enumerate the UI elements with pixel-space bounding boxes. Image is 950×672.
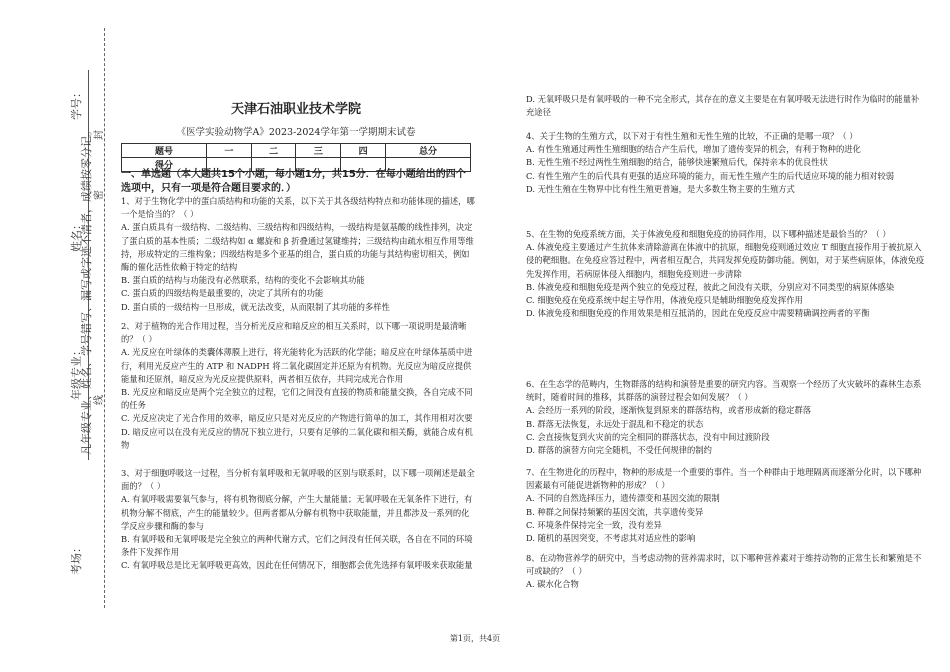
question-7 [526, 466, 926, 545]
question-2 [121, 320, 477, 452]
question-option: C. 有氧呼吸总是比无氧呼吸更高效，因此在任何情况下，细胞都会优先选择有氧呼吸来获取能量 [121, 560, 473, 571]
question-option: C. 光反应决定了光合作用的效率，暗反应只是对光反应的产物进行简单的加工，其作用相对次要 [121, 413, 473, 424]
question-option: B. 体液免疫和细胞免疫是两个独立的免疫过程，彼此之间没有关联，分别应对不同类型的病原体感染 [526, 281, 895, 292]
name-label: 姓名： [70, 219, 83, 252]
question-option: D. 暗反应可以在没有光反应的情况下独立进行，只要有足够的二氧化碳和相关酶，就能合成有机物 [121, 426, 473, 450]
question-stem: 8、在动物营养学的研究中，当考虑动物的营养需求时，以下哪种营养素对于维持动物的正常生长和繁殖是不可或缺的？（ ） [526, 553, 922, 577]
score-cell: 三 [296, 144, 341, 158]
question-option: B. 无性生殖不经过两性生殖细胞的结合，能够快速繁殖后代，保持亲本的优良性状 [526, 157, 828, 168]
question-option: A. 不同的自然选择压力，遗传漂变和基因交流的限制 [526, 493, 720, 504]
question-3 [121, 467, 477, 573]
question-option: C. 环境条件保持完全一致，没有差异 [526, 519, 662, 530]
question-option: B. 群落无法恢复，永远处于混乱和不稳定的状态 [526, 418, 704, 429]
question-option: D. 无氧呼吸只是有氧呼吸的一种不完全形式，其存在的意义主要是在有氧呼吸无法进行时作为临时的能量补充途径 [526, 94, 920, 118]
seal-mark-middle: 封 [94, 130, 105, 140]
question-6 [526, 378, 926, 457]
question-3-continued [526, 93, 926, 119]
section-heading: 一、单选题（本大题共15个小题，每小题1分，共15分．在每小题给出的四个选项中，只有一项是符合题目要求的．） [121, 169, 466, 194]
page-footer: 第1页，共4页 [449, 634, 501, 643]
question-stem: 5、在生物的免疫系统方面，关于体液免疫和细胞免疫的协同作用，以下哪种描述是最恰当的？（ ） [526, 229, 891, 239]
student-id-label: 学号： [70, 87, 83, 120]
question-option: D. 随机的基因突变，不考虑其对适应性的影响 [526, 533, 696, 544]
question-option: C. 会直接恢复到火灾前的完全相同的群落状态，没有中间过渡阶段 [526, 431, 770, 442]
question-option: B. 光反应和暗反应是两个完全独立的过程，它们之间没有直接的物质和能量交换，各自完成不同的任务 [121, 387, 473, 411]
question-option: D. 蛋白质的一级结构一旦形成，就无法改变，从而限制了其功能的多样性 [121, 301, 390, 312]
room-label: 考场： [70, 542, 83, 575]
question-option: B. 种群之间保持频繁的基因交流，共享遗传变异 [526, 506, 704, 517]
question-stem: 1、对于生物化学中的蛋白质结构和功能的关系，以下关于其各级结构特点和功能体现的描述，哪一个是恰当的？（ ） [121, 196, 475, 220]
question-option: B. 蛋白质的结构与功能没有必然联系，结构的变化不会影响其功能 [121, 275, 365, 286]
question-stem: 4、关于生物的生殖方式，以下对于有性生殖和无性生殖的比较，不正确的是哪一项？（ ） [526, 131, 858, 141]
question-option: C. 蛋白质的四级结构是最重要的，决定了其所有的功能 [121, 288, 324, 299]
score-cell: 一 [206, 144, 251, 158]
seal-line [104, 28, 105, 608]
question-stem: 6、在生态学的范畴内，生物群落的结构和演替是重要的研究内容。当观察一个经历了火灾破坏的森林生态系统时，随着时间的推移，其群落的演替过程会如何发展？（ ） [526, 379, 922, 403]
school-title: 天津石油职业技术学院 [230, 102, 361, 117]
score-cell: 四 [341, 144, 386, 158]
score-cell: 二 [251, 144, 296, 158]
question-option: A. 有性生殖通过两性生殖细胞的结合产生后代，增加了遗传变异的机会，有利于物种的进化 [526, 144, 861, 155]
question-option: A. 光反应在叶绿体的类囊体薄膜上进行，将光能转化为活跃的化学能；暗反应在叶绿体基质中进行，利用光反应产生的 ATP 和 NADPH 将二氧化碳固定并还原为有机物。光反应为暗反应提供能量和还原剂，暗反应为光反应提供原料，两者相互依存，共同完成光合作用 [121, 347, 473, 384]
score-cell: 题号 [122, 144, 207, 158]
question-option: A. 蛋白质具有一级结构、二级结构、三级结构和四级结构，一级结构是氨基酸的线性排列，决定了蛋白质的基本性质；二级结构如 α 螺旋和 β 折叠通过氢键维持；三级结构由疏水相互作用等维持，形成特定的三维构象；四级结构是多个亚基的组合，蛋白质的功能与其结构密切相关，例如酶的催化活性依赖于特定的结构 [121, 222, 474, 273]
question-option: A. 有氧呼吸需要氧气参与，将有机物彻底分解，产生大量能量；无氧呼吸在无氧条件下进行，有机物分解不彻底，产生的能量较少。但两者都从分解有机物中获取能量，并且都涉及一系列的化学反应步骤和酶的参与 [121, 494, 473, 531]
question-stem: 3、对于细胞呼吸这一过程，当分析有氧呼吸和无氧呼吸的区别与联系时，以下哪一项阐述是最全面的？（ ） [121, 468, 475, 492]
score-cell: 总分 [385, 144, 470, 158]
question-option: A. 会经历一系列的阶段，逐渐恢复到原来的群落结构，或者形成新的稳定群落 [526, 405, 812, 416]
question-option: C. 有性生殖产生的后代具有更强的适应环境的能力，而无性生殖产生的后代适应环境的能力相对较弱 [526, 170, 895, 181]
question-4 [526, 130, 926, 196]
question-option: C. 细胞免疫在免疫系统中起主导作用，体液免疫只是辅助细胞免疫发挥作用 [526, 295, 803, 306]
question-option: D. 无性生殖在生物界中比有性生殖更普遍，是大多数生物主要的生殖方式 [526, 183, 795, 194]
seal-mark-bottom: 线 [94, 395, 105, 405]
question-5 [526, 228, 926, 320]
question-8 [526, 552, 926, 592]
binding-margin [0, 0, 108, 672]
seal-mark-top: 密 [94, 190, 105, 200]
question-stem: 2、对于植物的光合作用过程，当分析光反应和暗反应的相互关系时，以下哪一项说明是最清晰的？（ ） [121, 321, 467, 345]
question-1 [121, 195, 477, 314]
exam-notice: 凡年级专业、姓名、学号错写、漏写或字迹不清者，成绩按零分记。 [80, 125, 93, 455]
exam-title: 《医学实验动物学A》2023-2024学年第一学期期末试卷 [176, 127, 416, 138]
grade-major-label: 年级专业： [70, 345, 83, 400]
question-option: B. 有氧呼吸和无氧呼吸是完全独立的两种代谢方式，它们之间没有任何关联，各自在不同的环境条件下发挥作用 [121, 534, 473, 558]
question-option: A. 体液免疫主要通过产生抗体来清除游离在体液中的抗原，细胞免疫则通过效应 T 细胞直接作用于被抗原入侵的靶细胞。在免疫应答过程中，两者相互配合，共同发挥免疫防御功能。例如，对于某些病原体，体液免疫先发挥作用，若病原体侵入细胞内，细胞免疫则进一步清除 [526, 242, 925, 279]
score-row-label: 得分 [122, 158, 207, 172]
question-option: D. 群落的演替方向完全随机，不受任何规律的制约 [526, 445, 712, 456]
question-option: D. 体液免疫和细胞免疫的作用效果是相互抵消的，因此在免疫反应中需要精确调控两者的平衡 [526, 308, 870, 319]
question-option: A. 碳水化合物 [526, 579, 579, 590]
score-table-header-row [122, 144, 471, 158]
question-stem: 7、在生物进化的历程中，物种的形成是一个重要的事件。当一个种群由于地理隔离而逐渐分化时，以下哪种因素最有可能促进新物种的形成？（ ） [526, 467, 922, 491]
